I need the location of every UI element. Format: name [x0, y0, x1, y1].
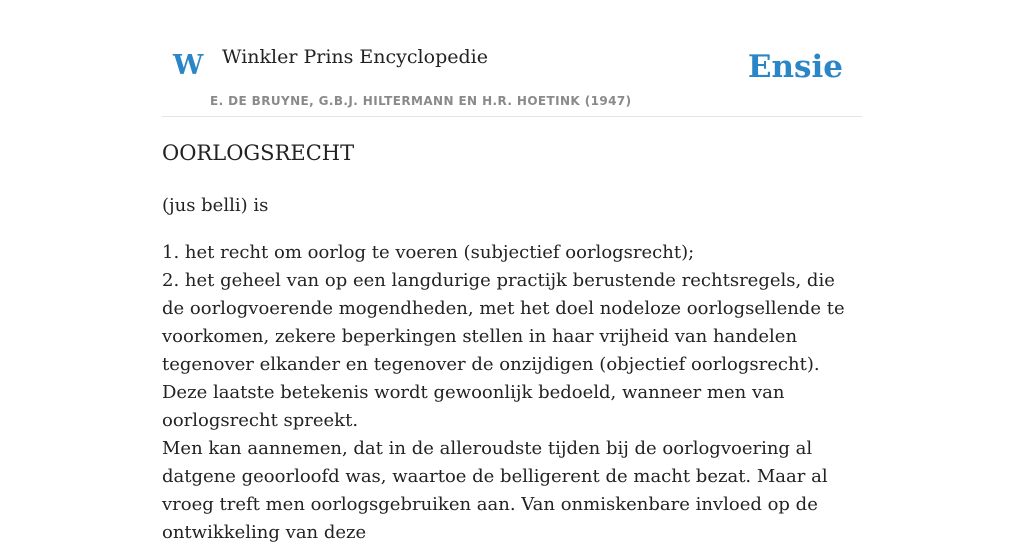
- publication-title[interactable]: Winkler Prins Encyclopedie: [222, 46, 488, 68]
- ensie-brand-logo[interactable]: Ensie: [747, 49, 843, 85]
- publication-header: [162, 0, 862, 117]
- page-container: [162, 0, 862, 543]
- article-headword: OORLOGSRECHT: [162, 141, 355, 165]
- article-intro: (jus belli) is: [162, 195, 269, 216]
- definition-2: 2. het geheel van op een langdurige practijk berustende rechtsregels, die de oorlogvoerende mogendheden, met het doel nodeloze oorlogsellende te voorkomen, zekere beperkingen stellen in haar vrijheid van handelen tegenover elkander en tegenover de onzijdigen (objectief oorlogsrecht). Deze laatste betekenis wordt gewoonlijk bedoeld, wanneer men van oorlogsrecht spreekt.: [162, 270, 845, 431]
- article-definitions: [162, 239, 862, 435]
- article-paragraph: Men kan aannemen, dat in de alleroudste tijden bij de oorlogvoering al datgene geoorloofd was, waartoe de belligerent de macht bezat. Maar al vroeg treft men oorlogsgebruiken aan. Van onmiskenbare invloed op de ontwikkeling van deze: [162, 438, 828, 543]
- winkler-prins-logo[interactable]: W: [173, 50, 204, 81]
- definition-1: 1. het recht om oorlog te voeren (subjectief oorlogsrecht);: [162, 242, 695, 263]
- publication-authors: E. DE BRUYNE, G.B.J. HILTERMANN EN H.R. HOETINK (1947): [210, 94, 632, 108]
